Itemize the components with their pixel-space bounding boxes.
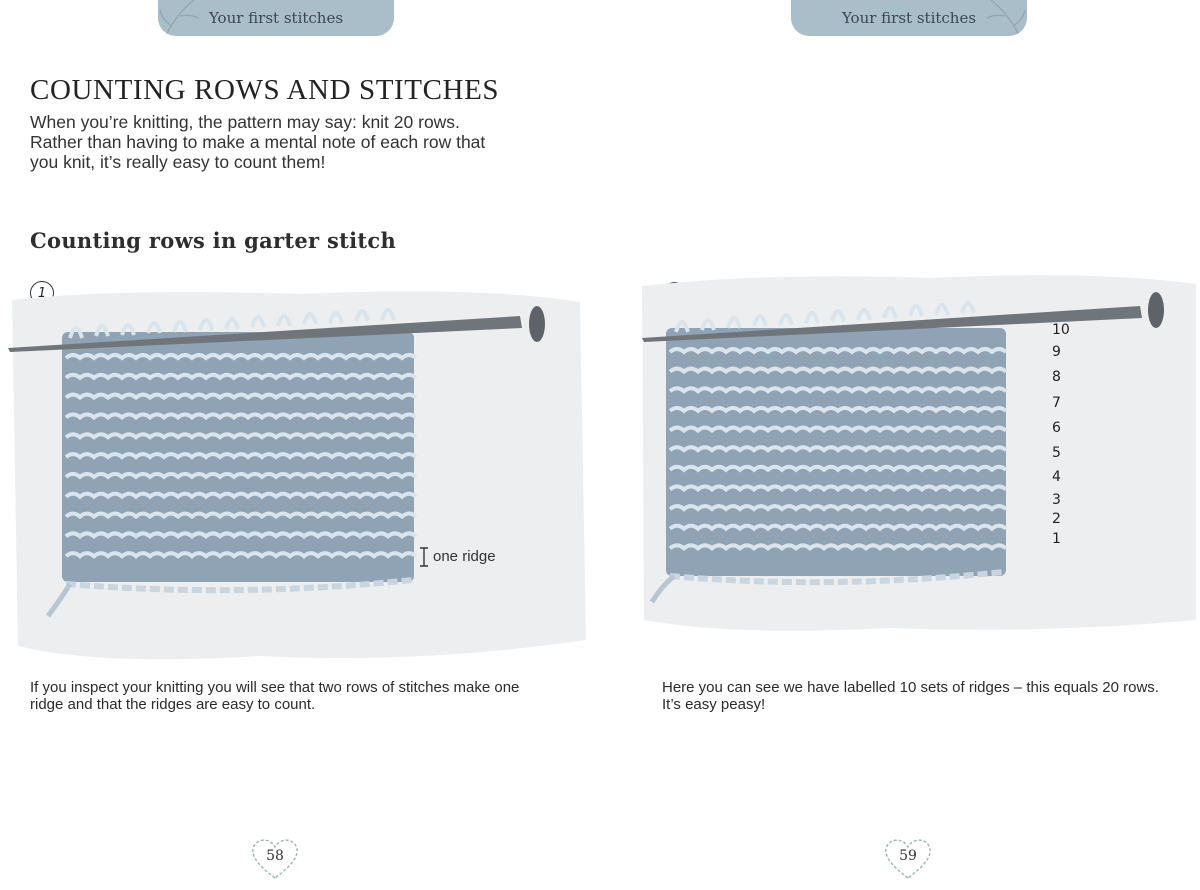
garter-stitch-illustration-1 <box>0 280 590 670</box>
caption-1: If you inspect your knitting you will see that two rows of stitches make one ridge and that the ridges are easy to count. <box>30 679 520 713</box>
running-head-tab <box>158 0 394 36</box>
needle-knob-icon <box>529 306 545 342</box>
row-label: 1 <box>1052 531 1061 547</box>
row-label: 9 <box>1052 344 1061 360</box>
leaf-decoration-icon <box>971 0 1027 36</box>
step-number-1: 1 <box>30 281 54 305</box>
page-heading: COUNTING ROWS AND STITCHES <box>30 74 500 106</box>
section-subheading: Counting rows in garter stitch <box>30 228 397 253</box>
running-head: Your first stitches <box>208 9 344 27</box>
ridge-label: one ridge <box>433 548 496 565</box>
leaf-decoration-icon <box>158 0 214 36</box>
row-label: 10 <box>1052 322 1070 338</box>
row-label: 7 <box>1052 395 1061 411</box>
running-head-tab <box>791 0 1027 36</box>
row-label: 8 <box>1052 369 1061 385</box>
row-label: 4 <box>1052 469 1061 485</box>
right-page <box>600 0 1200 890</box>
garter-stitch-illustration-2 <box>630 268 1200 638</box>
page-number-58: 58 <box>248 834 302 882</box>
row-label: 3 <box>1052 492 1061 508</box>
row-label: 5 <box>1052 445 1061 461</box>
intro-paragraph: When you’re knitting, the pattern may say: knit 20 rows. Rather than having to make a mental note of each row that you knit, it’s really easy to count them! <box>30 112 486 172</box>
row-label: 6 <box>1052 420 1061 436</box>
caption-2: Here you can see we have labelled 10 sets of ridges – this equals 20 rows. It’s easy peasy! <box>662 679 1159 713</box>
page-number-59: 59 <box>881 834 935 882</box>
needle-knob-icon <box>1148 292 1164 328</box>
row-label: 2 <box>1052 511 1061 527</box>
running-head: Your first stitches <box>841 9 977 27</box>
